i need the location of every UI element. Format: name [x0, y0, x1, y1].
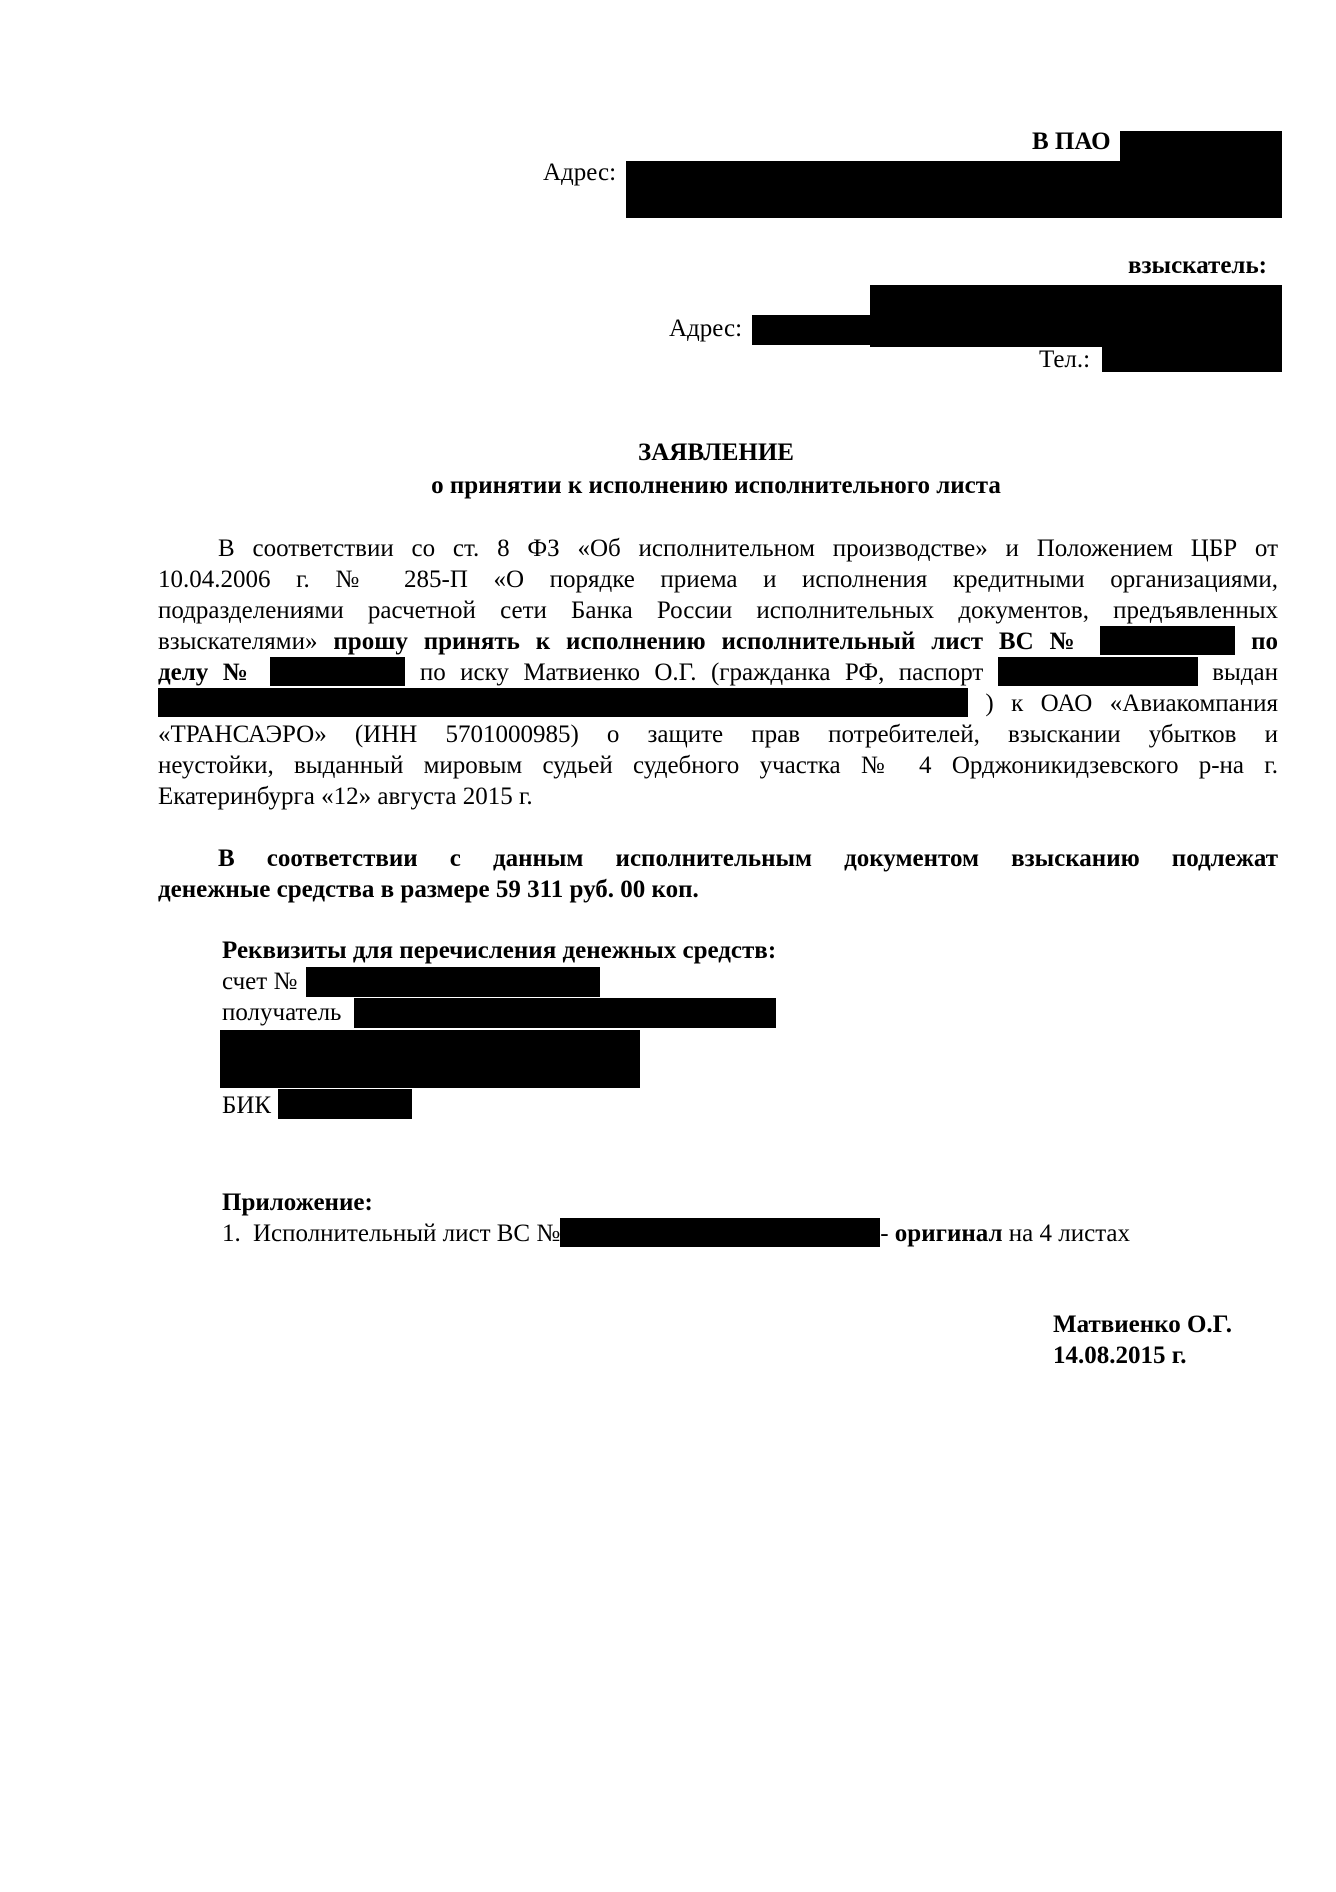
- body-line: Екатеринбурга «12» августа 2015 г.: [158, 783, 533, 810]
- amount-value: денежные средства в размере 59 311 руб. 00 коп.: [158, 876, 699, 903]
- document-title: ЗАЯВЛЕНИЕ: [638, 439, 794, 466]
- redacted-account: [306, 967, 600, 997]
- claimant-label: взыскатель:: [1128, 252, 1267, 279]
- redacted-bank-name: [1120, 131, 1282, 161]
- body-line: ) к ОАО «Авиакомпания: [985, 690, 1278, 717]
- document-subtitle: о принятии к исполнению исполнительного листа: [431, 472, 1001, 499]
- body-line: «ТРАНСАЭРО» (ИНН 5701000985) о защите прав потребителей, взыскании убытков и: [158, 721, 1278, 748]
- body-line: взыскателями»: [158, 628, 318, 655]
- redacted-passport: [998, 657, 1198, 686]
- attachment-item-original: оригинал: [894, 1220, 1003, 1247]
- body-line: выдан: [1212, 659, 1278, 686]
- redacted-writ-number: [1100, 626, 1235, 655]
- redacted-attachment-number: [560, 1218, 880, 1247]
- body-line: В соответствии со ст. 8 ФЗ «Об исполнительном производстве» и Положением ЦБР от: [218, 535, 1278, 562]
- body-line: по: [1251, 628, 1278, 655]
- corr-account-label: кор. счет: [222, 1060, 316, 1087]
- account-label: счет №: [222, 968, 298, 995]
- redacted-claimant-phone: [1102, 346, 1282, 372]
- amount-paragraph: [158, 843, 1278, 905]
- requisites-heading: Реквизиты для перечисления денежных средств:: [222, 937, 777, 964]
- signature-name: Матвиенко О.Г.: [1053, 1311, 1232, 1338]
- amount-line: В соответствии с данным исполнительным документом взысканию подлежат: [218, 845, 1278, 872]
- attachment-item-number: 1.: [222, 1220, 241, 1247]
- body-line: подразделениями расчетной сети Банка России исполнительных документов, предъявленных: [158, 597, 1278, 624]
- redacted-bank-address: [626, 161, 1282, 218]
- recipient-label: получатель: [222, 999, 342, 1026]
- body-line: 10.04.2006 г. № 285-П «О порядке приема и исполнения кредитными организациями,: [158, 566, 1278, 593]
- redacted-bik: [278, 1089, 412, 1119]
- body-line: по иску Матвиенко О.Г. (гражданка РФ, паспорт: [419, 659, 984, 686]
- bik-label: БИК: [222, 1092, 272, 1119]
- claimant-phone-label: Тел.:: [1039, 346, 1091, 373]
- redacted-case-number: [270, 657, 405, 686]
- attachment-item-dash: -: [880, 1220, 889, 1247]
- signature-date: 14.08.2015 г.: [1053, 1342, 1187, 1369]
- to-bank-label: В ПАО: [1032, 128, 1111, 155]
- attachment-item-pages: на 4 листах: [1008, 1220, 1131, 1247]
- redacted-recipient: [354, 998, 776, 1028]
- body-line: неустойки, выданный мировым судьей судебного участка № 4 Орджоникидзевского р-на г.: [158, 752, 1278, 779]
- claimant-address-label: Адрес:: [669, 315, 743, 342]
- body-case-label: делу №: [158, 659, 256, 686]
- attachment-item-text: Исполнительный лист ВС №: [253, 1220, 561, 1247]
- body-request-text: прошу принять к исполнению исполнительный лист ВС №: [333, 628, 1085, 655]
- attachment-item: [222, 1218, 1130, 1249]
- redacted-passport-issuer: [158, 688, 968, 717]
- bank-address-label: Адрес:: [543, 159, 617, 186]
- body-paragraph: [158, 533, 1278, 812]
- attachment-heading: Приложение:: [222, 1189, 373, 1216]
- redacted-claimant-address: [752, 315, 1282, 345]
